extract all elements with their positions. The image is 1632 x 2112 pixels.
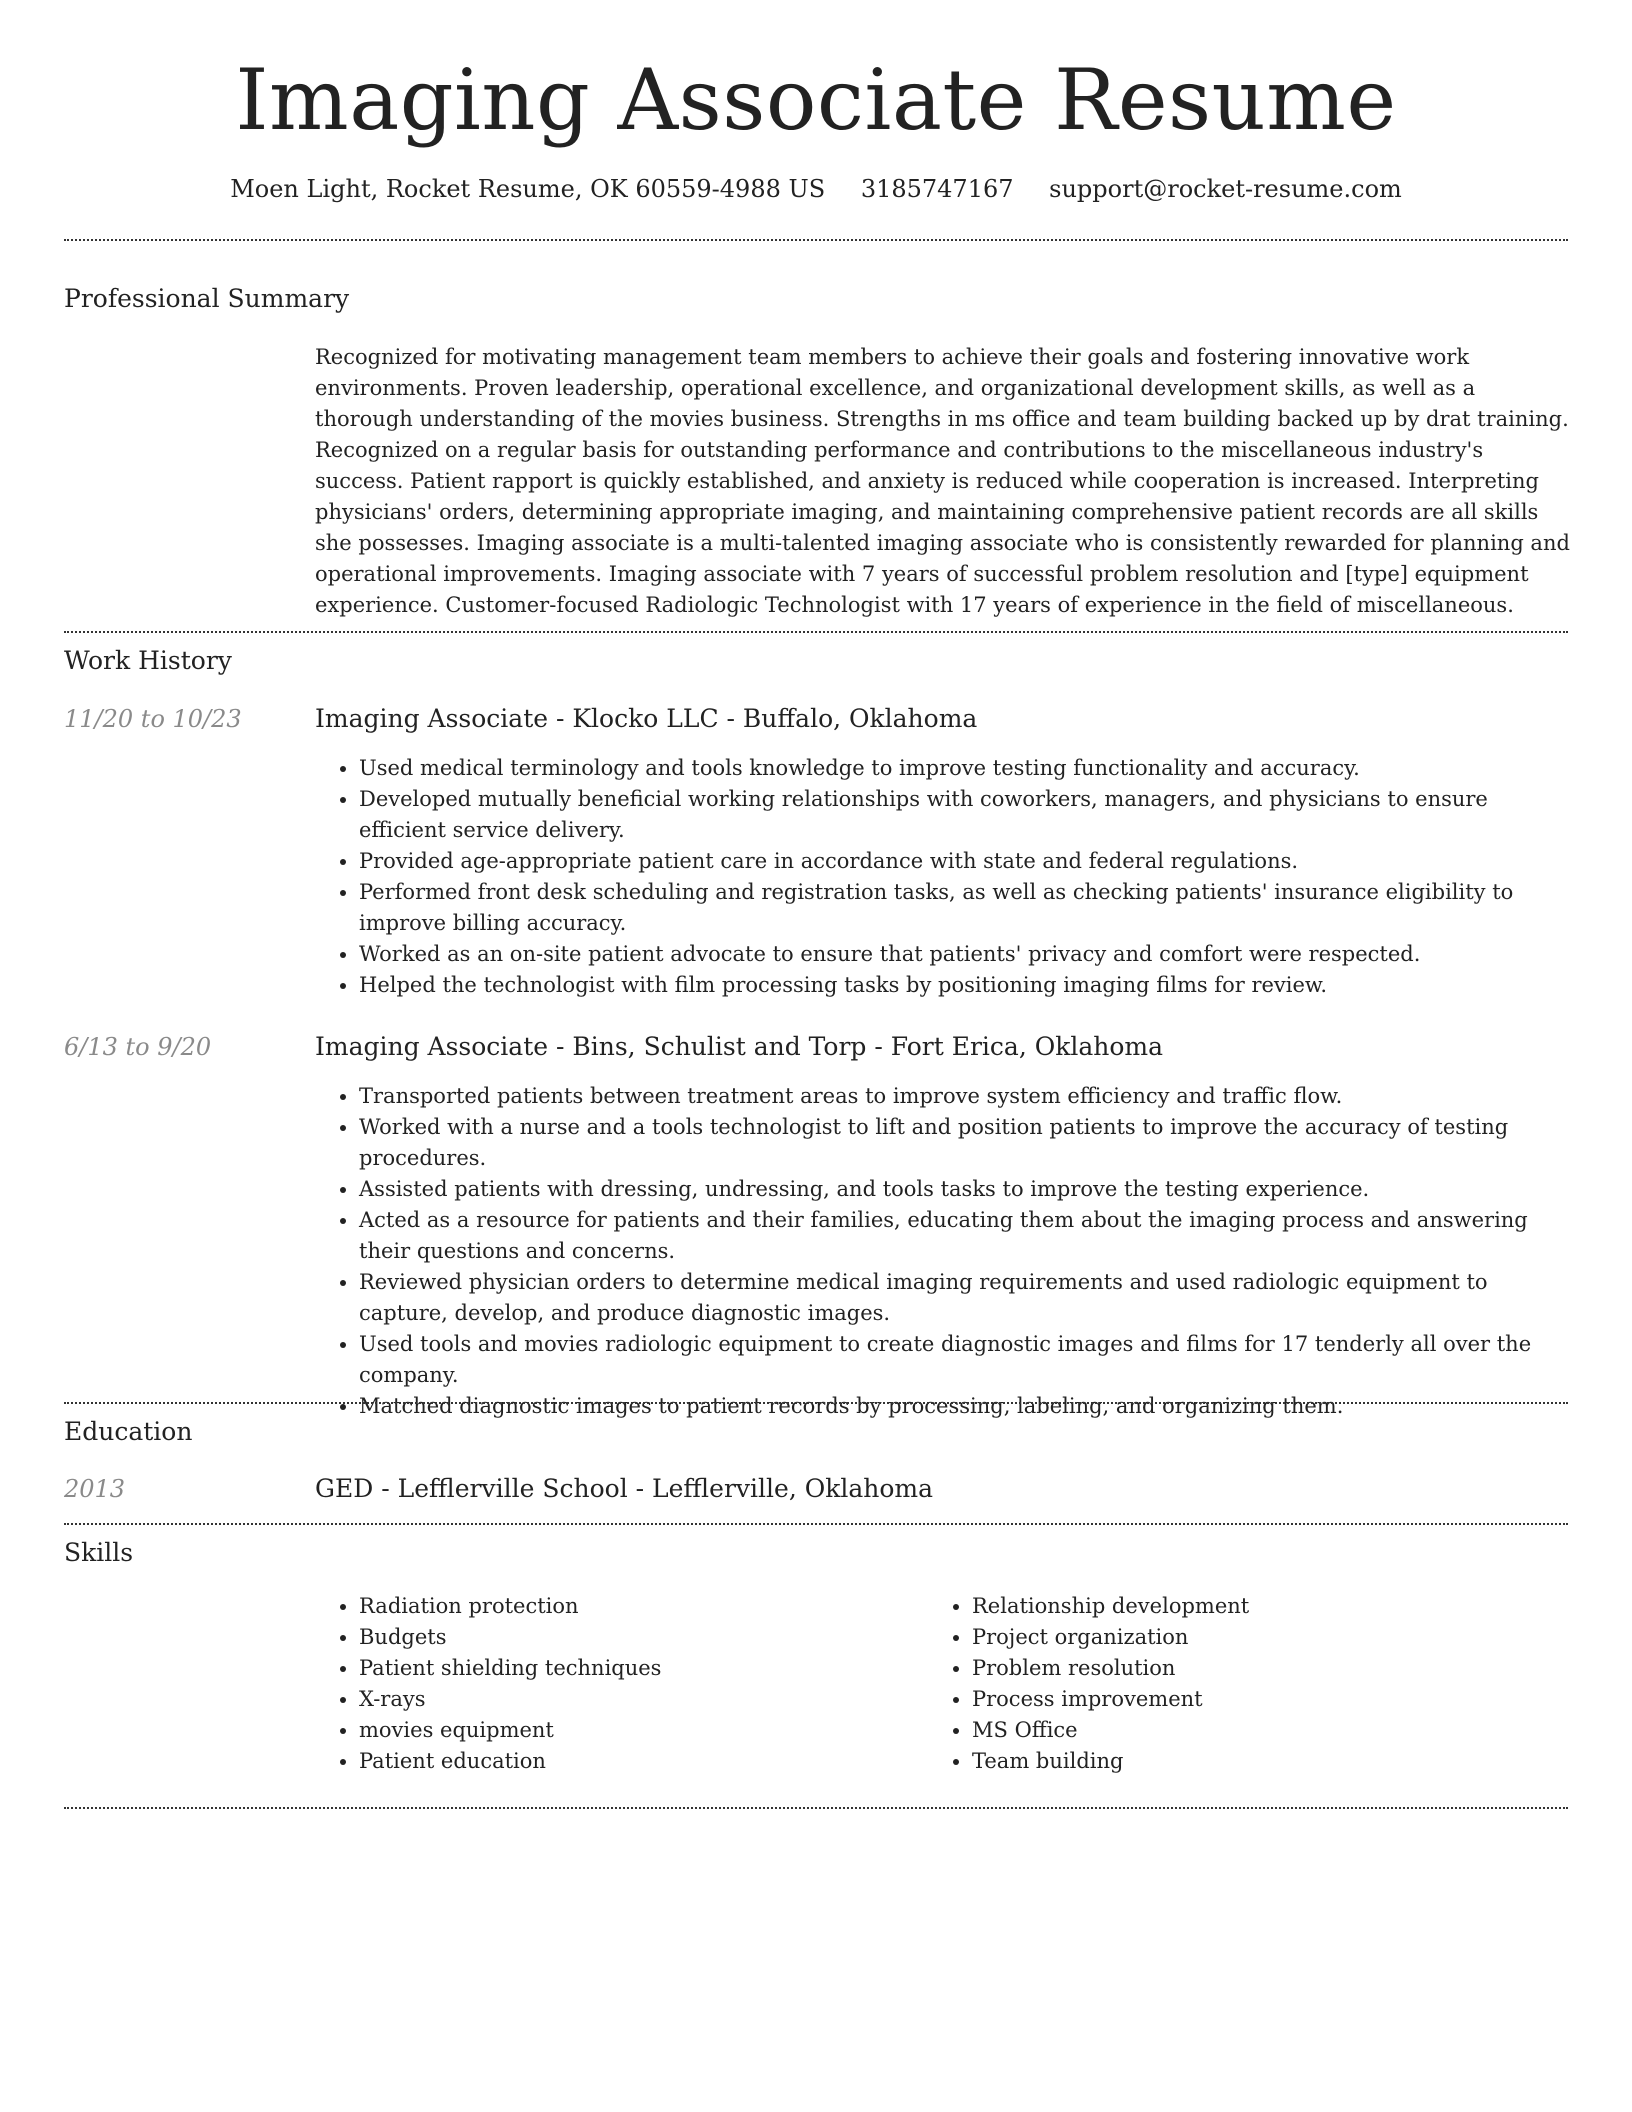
skill-item: • Problem resolution xyxy=(972,1653,1528,1684)
skill-item: • Budgets xyxy=(359,1622,915,1653)
section-divider xyxy=(64,1523,1568,1525)
skill-item: • MS Office xyxy=(972,1715,1528,1746)
contact-address: Moen Light, Rocket Resume, OK 60559-4988 US xyxy=(230,175,826,203)
education-heading: Education xyxy=(64,1417,193,1446)
skills-heading: Skills xyxy=(64,1538,134,1567)
contact-phone: 3185747167 xyxy=(860,175,1014,203)
job-bullets xyxy=(315,753,1570,1001)
skill-item: • Patient education xyxy=(359,1746,915,1777)
section-divider xyxy=(64,239,1568,241)
skill-item: • Team building xyxy=(972,1746,1528,1777)
job-bullet: • Transported patients between treatment areas to improve system efficiency and traffic flow. xyxy=(359,1081,1570,1112)
section-divider xyxy=(64,1807,1568,1809)
job-bullet: • Assisted patients with dressing, undressing, and tools tasks to improve the testing experience. xyxy=(359,1174,1570,1205)
skills-list-right xyxy=(928,1591,1528,1777)
job-title: Imaging Associate - Klocko LLC - Buffalo, Oklahoma xyxy=(315,704,978,733)
skill-item: • movies equipment xyxy=(359,1715,915,1746)
job-dates: 6/13 to 9/20 xyxy=(64,1033,212,1061)
job-bullet: • Used tools and movies radiologic equipment to create diagnostic images and films for 17 tenderly all over the company. xyxy=(359,1329,1570,1391)
job-bullet: • Worked with a nurse and a tools technologist to lift and position patients to improve the accuracy of testing procedures. xyxy=(359,1112,1570,1174)
contact-email: support@rocket-resume.com xyxy=(1049,175,1402,203)
summary-heading: Professional Summary xyxy=(64,284,350,313)
job-dates: 11/20 to 10/23 xyxy=(64,705,242,733)
resume-title: Imaging Associate Resume xyxy=(235,51,1397,149)
job-bullet: • Acted as a resource for patients and their families, educating them about the imaging process and answering their questions and concerns. xyxy=(359,1205,1570,1267)
job-bullet: • Performed front desk scheduling and registration tasks, as well as checking patients' insurance eligibility to improve billing accuracy. xyxy=(359,877,1570,939)
job-bullets xyxy=(315,1081,1570,1422)
skill-item: • Project organization xyxy=(972,1622,1528,1653)
section-divider xyxy=(64,631,1568,633)
job-bullet: • Provided age-appropriate patient care in accordance with state and federal regulations. xyxy=(359,846,1570,877)
job-title: Imaging Associate - Bins, Schulist and Torp - Fort Erica, Oklahoma xyxy=(315,1032,1164,1061)
skill-item: • Process improvement xyxy=(972,1684,1528,1715)
contact-line xyxy=(0,172,1632,206)
education-date: 2013 xyxy=(64,1475,126,1503)
section-divider xyxy=(64,1402,1568,1404)
education-degree: GED - Lefflerville School - Lefflerville, Oklahoma xyxy=(315,1474,934,1503)
job-bullet: • Worked as an on-site patient advocate to ensure that patients' privacy and comfort were respected. xyxy=(359,939,1570,970)
work-history-heading: Work History xyxy=(64,646,232,675)
job-bullet: • Matched diagnostic images to patient records by processing, labeling, and organizing them. xyxy=(359,1391,1570,1422)
skill-item: • Radiation protection xyxy=(359,1591,915,1622)
job-bullet: • Developed mutually beneficial working relationships with coworkers, managers, and physicians to ensure efficient service delivery. xyxy=(359,784,1570,846)
skill-item: • Relationship development xyxy=(972,1591,1528,1622)
job-bullet: • Used medical terminology and tools knowledge to improve testing functionality and accuracy. xyxy=(359,753,1570,784)
job-bullet: • Reviewed physician orders to determine medical imaging requirements and used radiologic equipment to capture, develop, and produce diagnostic images. xyxy=(359,1267,1570,1329)
skills-list-left xyxy=(315,1591,915,1777)
job-bullet: • Helped the technologist with film processing tasks by positioning imaging films for review. xyxy=(359,970,1570,1001)
skill-item: • Patient shielding techniques xyxy=(359,1653,915,1684)
summary-text: Recognized for motivating management team members to achieve their goals and fostering innovative work environments. Proven leadership, operational excellence, and organizational development skills, as well as a thorough understanding of the movies business. Strengths in ms office and team building backed up by drat training. Recognized on a regular basis for outstanding performance and contributions to the miscellaneous industry's success. Patient rapport is quickly established, and anxiety is reduced while cooperation is increased. Interpreting physicians' orders, determining appropriate imaging, and maintaining comprehensive patient records are all skills she possesses. Imaging associate is a multi-talented imaging associate who is consistently rewarded for planning and operational improvements. Imaging associate with 7 years of successful problem resolution and [type] equipment experience. Customer-focused Radiologic Technologist with 17 years of experience in the field of miscellaneous. xyxy=(315,345,1570,617)
skill-item: • X-rays xyxy=(359,1684,915,1715)
